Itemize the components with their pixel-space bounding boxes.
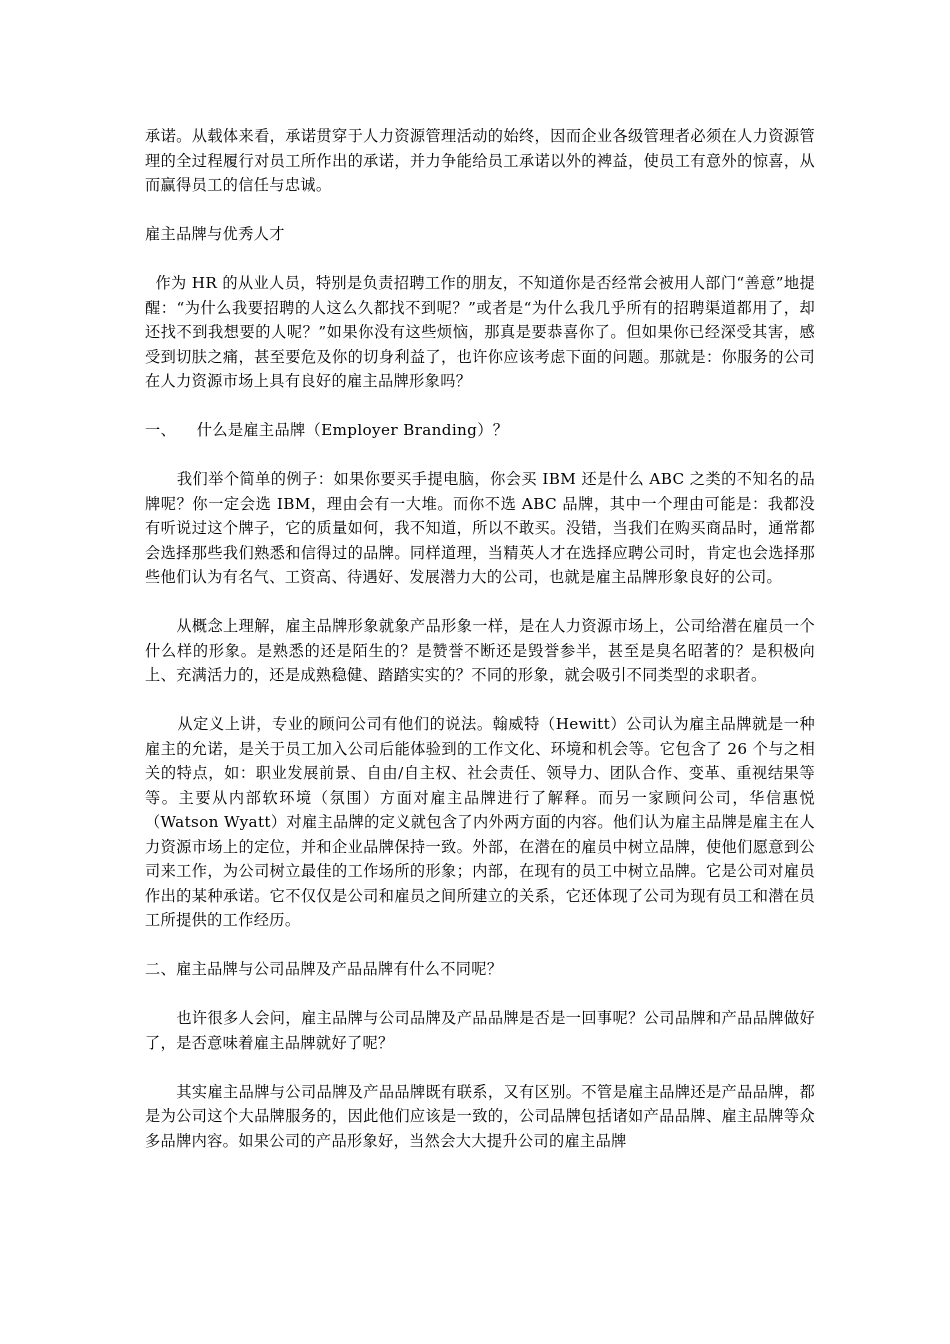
heading-what-is-employer-brand: 一、 什么是雇主品牌（Employer Branding）？ xyxy=(145,421,509,439)
paragraph-question: 也许很多人会问，雇主品牌与公司品牌及产品品牌是否是一回事呢？公司品牌和产品品牌做好了，是否意味着雇主品牌就好了呢？ xyxy=(145,1009,815,1052)
paragraph-gap xyxy=(145,688,815,713)
paragraph-gap xyxy=(145,982,815,1007)
paragraph-intro: 承诺。从载体来看，承诺贯穿于人力资源管理活动的始终，因而企业各级管理者必须在人力资源管理的全过程履行对员工所作出的承诺，并力争能给员工承诺以外的裨益，使员工有意外的惊喜，从而赢得员工的信任与忠诚。 xyxy=(145,127,815,194)
paragraph-gap xyxy=(145,443,815,468)
paragraph-gap xyxy=(145,933,815,958)
paragraph-gap xyxy=(145,247,815,272)
paragraph-gap xyxy=(145,198,815,223)
paragraph-gap xyxy=(145,1055,815,1080)
paragraph-example: 我们举个简单的例子：如果你要买手提电脑，你会买 IBM 还是什么 ABC 之类的不知名的品牌呢？你一定会选 IBM，理由会有一大堆。而你不选 ABC 品牌，其中一个理由可能是：我都没有听说过这个牌子，它的质量如何，我不知道，所以不敢买。没错，当我们在购买商品时，通常都会选择那些我们熟悉和信得过的品牌。同样道理，当精英人才在选择应聘公司时，肯定也会选择那些他们认为有名气、工资高、待遇好、发展潜力大的公司，也就是雇主品牌形象良好的公司。 xyxy=(145,470,815,586)
document-body xyxy=(145,124,815,1153)
paragraph-concept: 从概念上理解，雇主品牌形象就象产品形象一样，是在人力资源市场上，公司给潜在雇员一个什么样的形象。是熟悉的还是陌生的？是赞誉不断还是毁誉参半，甚至是臭名昭著的？是积极向上、充满活力的，还是成熟稳健、踏踏实实的？不同的形象，就会吸引不同类型的求职者。 xyxy=(145,617,815,684)
paragraph-relation: 其实雇主品牌与公司品牌及产品品牌既有联系，又有区别。不管是雇主品牌还是产品品牌，都是为公司这个大品牌服务的，因此他们应该是一致的，公司品牌包括诸如产品品牌、雇主品牌等众多品牌内容。如果公司的产品形象好，当然会大大提升公司的雇主品牌 xyxy=(145,1082,815,1150)
paragraph-gap xyxy=(145,590,815,615)
section-title: 雇主品牌与优秀人才 xyxy=(145,225,285,243)
paragraph-gap xyxy=(145,394,815,419)
paragraph-definition: 从定义上讲，专业的顾问公司有他们的说法。翰威特（Hewitt）公司认为雇主品牌就是一种雇主的允诺，是关于员工加入公司后能体验到的工作文化、环境和机会等。它包含了 26 个与之相关的特点，如：职业发展前景、自由/自主权、社会责任、领导力、团队合作、变革、重视结果等等。主要从内部软环境（氛围）方面对雇主品牌进行了解释。而另一家顾问公司，华信惠悦（Watson Wyatt）对雇主品牌的定义就包含了内外两方面的内容。他们认为雇主品牌是雇主在人力资源市场上的定位，并和企业品牌保持一致。外部，在潜在的雇员中树立品牌，使他们愿意到公司来工作，为公司树立最佳的工作场所的形象；内部，在现有的员工中树立品牌。它是公司对雇员作出的某种承诺。它不仅仅是公司和雇员之间所建立的关系，它还体现了公司为现有员工和潜在员工所提供的工作经历。 xyxy=(145,715,815,929)
heading-brand-difference: 二、雇主品牌与公司品牌及产品品牌有什么不同呢？ xyxy=(145,960,503,978)
paragraph-hr: 作为 HR 的从业人员，特别是负责招聘工作的朋友，不知道你是否经常会被用人部门“善意”地提醒：“为什么我要招聘的人这么久都找不到呢？”或者是“为什么我几乎所有的招聘渠道都用了，却还找不到我想要的人呢？”如果你没有这些烦恼，那真是要恭喜你了。但如果你已经深受其害，感受到切肤之痛，甚至要危及你的切身利益了，也许你应该考虑下面的问题。那就是：你服务的公司在人力资源市场上具有良好的雇主品牌形象吗？ xyxy=(145,274,815,390)
